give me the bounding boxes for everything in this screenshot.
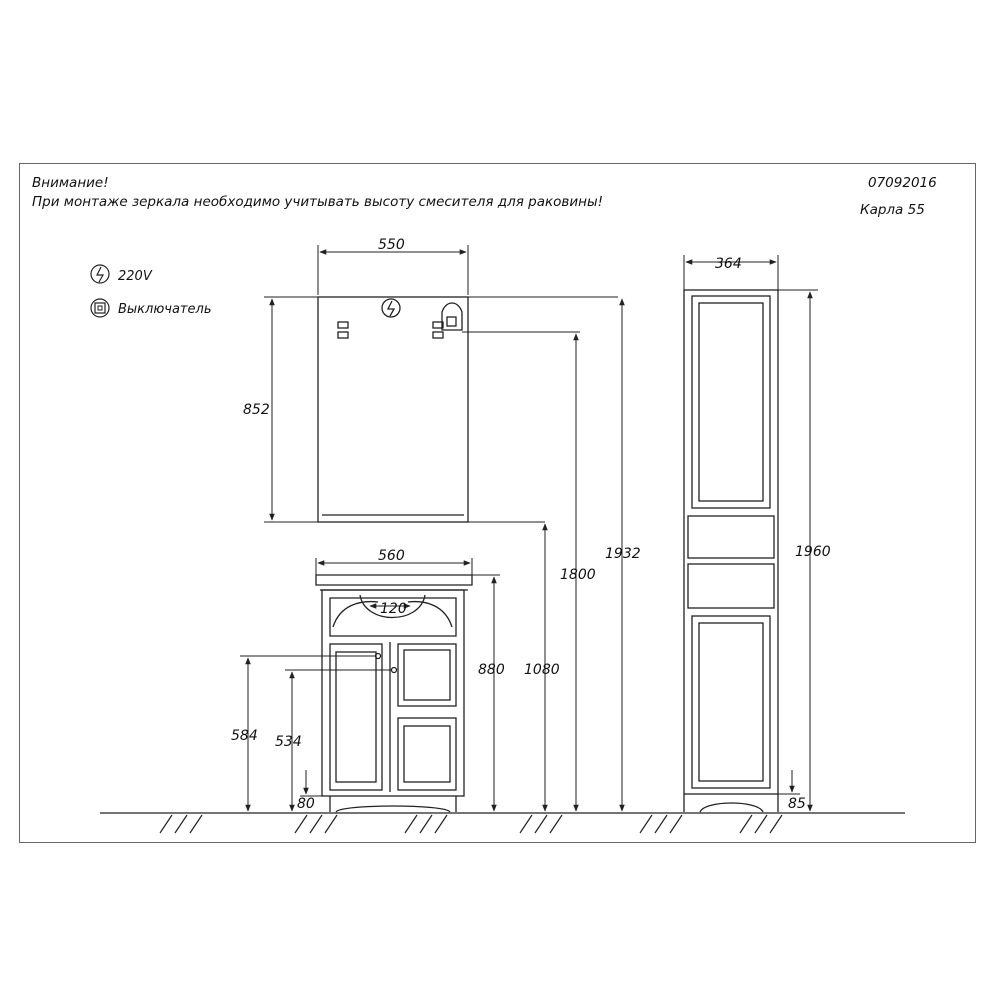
dim-mirror-top: 1932 — [605, 546, 641, 562]
dim-mirror-width: 550 — [378, 237, 405, 253]
dim-mirror-bottom: 1080 — [524, 662, 560, 678]
dim-vanity-width: 560 — [378, 548, 405, 564]
dim-column-plinth: 85 — [788, 796, 806, 812]
warning-title: Внимание! — [32, 175, 109, 191]
warning-text: При монтаже зеркала необходимо учитывать высоту смесителя для раковины! — [32, 194, 604, 210]
floor-line — [100, 813, 905, 833]
dim-vanity-height: 880 — [478, 662, 505, 678]
mirror-cabinet — [318, 297, 468, 522]
dim-drain-height-b: 534 — [275, 734, 302, 750]
dim-drain-height-a: 584 — [231, 728, 258, 744]
switch-label: Выключатель — [118, 302, 212, 317]
dim-mirror-height: 852 — [243, 402, 270, 418]
dim-column-width: 364 — [715, 256, 742, 272]
power-legend — [91, 265, 153, 284]
power-label: 220V — [118, 269, 152, 284]
tall-column — [684, 290, 778, 812]
lightning-bolt-icon — [91, 265, 109, 283]
switch-icon — [91, 299, 109, 317]
dim-faucet-offset: 120 — [380, 601, 407, 617]
dim-mirror-center: 1800 — [560, 567, 596, 583]
dim-column-height: 1960 — [795, 544, 831, 560]
switch-legend — [91, 299, 211, 317]
doc-code: 07092016 — [868, 175, 937, 191]
product-name: Карла 55 — [860, 202, 925, 218]
dim-plinth: 80 — [297, 796, 315, 812]
